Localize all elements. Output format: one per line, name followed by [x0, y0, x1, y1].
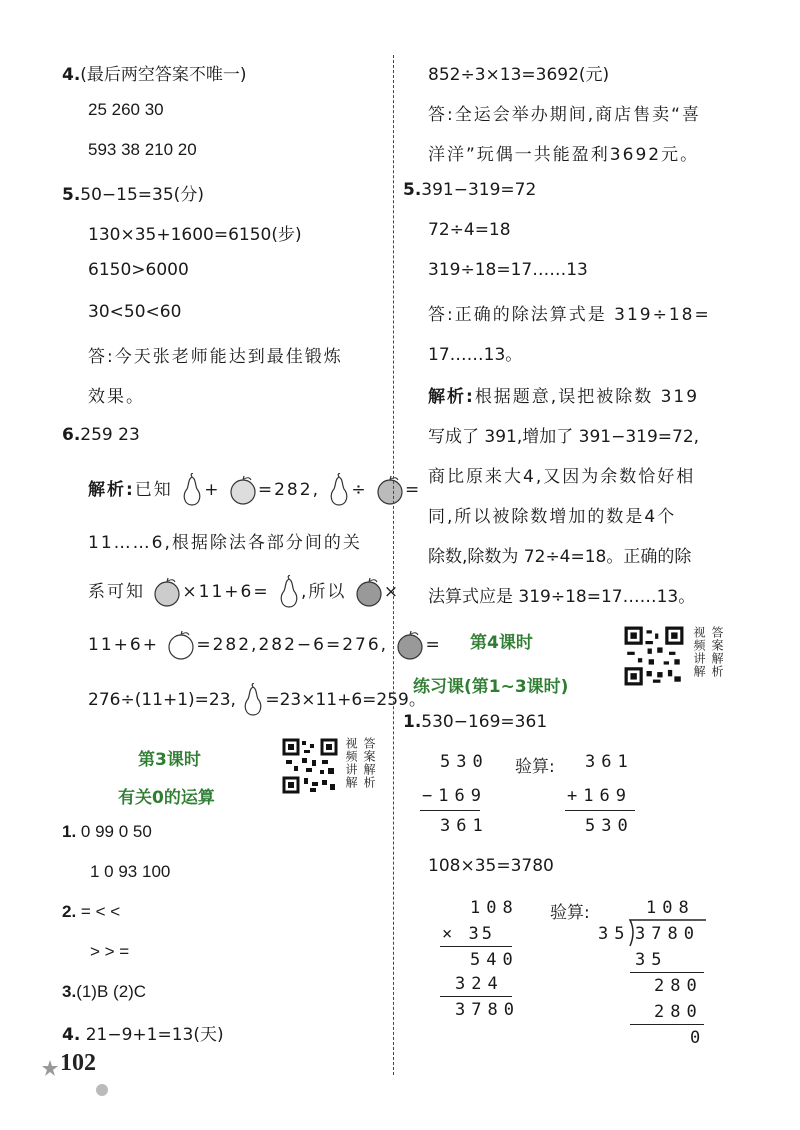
- qr-caption: 视频讲解: [692, 626, 706, 678]
- division-rule: [630, 972, 704, 973]
- s3-q1-r1: 1. 0 99 0 50: [62, 822, 152, 841]
- right-q5-l2: 72÷4=18: [428, 220, 511, 240]
- qr-code-icon: [624, 626, 684, 686]
- check-label: 验算:: [550, 903, 590, 923]
- left-q6-l1: 解析:已知 + =282, ÷ =: [88, 473, 421, 507]
- column-divider: [393, 55, 394, 1075]
- vertical-add-c: 530: [585, 816, 634, 836]
- pear-icon: [277, 575, 301, 609]
- division-divisor: 35: [598, 924, 631, 944]
- sec4-subtitle: 练习课(第1~3课时): [413, 677, 569, 697]
- right-jx3: 商比原来大4,又因为余数恰好相: [428, 467, 696, 487]
- right-jx2: 写成了 391,增加了 391−319=72,: [428, 427, 700, 447]
- right-jx6: 法算式应是 319÷18=17……13。: [428, 587, 696, 607]
- vertical-mul-rule: [440, 946, 512, 947]
- s3-q4: 4. 21−9+1=13(天): [62, 1025, 224, 1045]
- sec4-title: 第4课时: [470, 633, 533, 653]
- left-q6-l4: 11+6+ =282,282−6=276, =: [88, 630, 442, 660]
- right-ans2: 洋洋”玩偶一共能盈利3692元。: [428, 145, 700, 165]
- left-q6-head: 6.259 23: [62, 425, 140, 445]
- right-jx1: 解析:根据题意,误把被除数 319: [428, 387, 700, 407]
- apple-icon: [166, 630, 196, 660]
- qr-caption: 答案解析: [362, 737, 376, 789]
- dot-decoration-icon: [94, 1082, 110, 1098]
- right-q5-ans1: 答:正确的除法算式是 319÷18=: [428, 305, 711, 325]
- left-q4-head: 4.(最后两空答案不唯一): [62, 65, 247, 85]
- apple-icon: [228, 475, 258, 505]
- division-step2: 280: [654, 976, 703, 996]
- pear-icon: [180, 473, 204, 507]
- right-q5-l1: 5.391−319=72: [403, 180, 537, 200]
- left-q5-l3: 6150>6000: [88, 260, 189, 280]
- sec3-subtitle: 有关0的运算: [118, 788, 215, 808]
- right-q5-ans2: 17……13。: [428, 345, 523, 365]
- vertical-mul-c: 540: [470, 950, 519, 970]
- qr-code-icon: [282, 738, 338, 794]
- apple-icon: [152, 577, 182, 607]
- vertical-sub-rule: [420, 810, 480, 811]
- left-q6-l2: 11……6,根据除法各部分间的关: [88, 533, 362, 553]
- division-quotient: 108: [646, 898, 695, 918]
- s3-q1-r2: 1 0 93 100: [90, 862, 171, 881]
- s3-q3: 3.(1)B (2)C: [62, 982, 147, 1001]
- apple-icon: [395, 630, 425, 660]
- vertical-mul-b: × 35: [442, 924, 495, 944]
- right-q1-l1: 1.530−169=361: [403, 712, 548, 732]
- right-l1: 852÷3×13=3692(元): [428, 65, 610, 85]
- s3-q2-r1: 2. = < <: [62, 902, 121, 921]
- pear-icon: [241, 683, 265, 717]
- vertical-add-a: 361: [585, 752, 634, 772]
- pear-icon: [327, 473, 351, 507]
- division-rule: [630, 1024, 704, 1025]
- left-q5-ans1: 答:今天张老师能达到最佳锻炼: [88, 347, 343, 367]
- vertical-mul-d: 324: [455, 974, 504, 994]
- right-jx4: 同,所以被除数增加的数是4个: [428, 507, 677, 527]
- apple-icon: [375, 475, 405, 505]
- apple-icon: [354, 577, 384, 607]
- division-remainder: 0: [690, 1028, 707, 1048]
- left-q5-l1: 5.50−15=35(分): [62, 185, 204, 205]
- left-q5-l2: 130×35+1600=6150(步): [88, 225, 302, 245]
- vertical-add-rule: [565, 810, 635, 811]
- left-q4-row1: 25 260 30: [88, 100, 164, 119]
- right-jx5: 除数,除数为 72÷4=18。正确的除: [428, 547, 692, 567]
- division-step1: 35: [635, 950, 668, 970]
- check-label: 验算:: [515, 757, 555, 777]
- left-q6-l3: 系可知 ×11+6= ,所以 ×: [88, 575, 400, 609]
- right-q5-l3: 319÷18=17……13: [428, 260, 588, 280]
- vertical-sub-c: 361: [440, 816, 489, 836]
- vertical-add-b: +169: [567, 786, 632, 806]
- right-ans1: 答:全运会举办期间,商店售卖“喜: [428, 105, 701, 125]
- vertical-sub-a: 530: [440, 752, 489, 772]
- division-dividend: 3780: [635, 924, 700, 944]
- left-q5-l4: 30<50<60: [88, 302, 182, 322]
- vertical-mul-rule: [440, 996, 512, 997]
- page-number: 102: [60, 1050, 96, 1076]
- star-decoration-icon: [40, 1058, 60, 1078]
- qr-caption: 答案解析: [710, 626, 724, 678]
- sec3-title: 第3课时: [138, 750, 201, 770]
- qr-caption: 视频讲解: [344, 737, 358, 789]
- left-q5-ans2: 效果。: [88, 387, 145, 407]
- vertical-mul-a: 108: [470, 898, 519, 918]
- vertical-sub-b: −169: [422, 786, 487, 806]
- s3-q2-r2: > > =: [90, 942, 130, 961]
- vertical-mul-e: 3780: [455, 1000, 520, 1020]
- right-q1-l2: 108×35=3780: [428, 856, 554, 876]
- division-step3: 280: [654, 1002, 703, 1022]
- left-q6-l5: 276÷(11+1)=23, =23×11+6=259。: [88, 683, 426, 717]
- left-q4-row2: 593 38 210 20: [88, 140, 197, 159]
